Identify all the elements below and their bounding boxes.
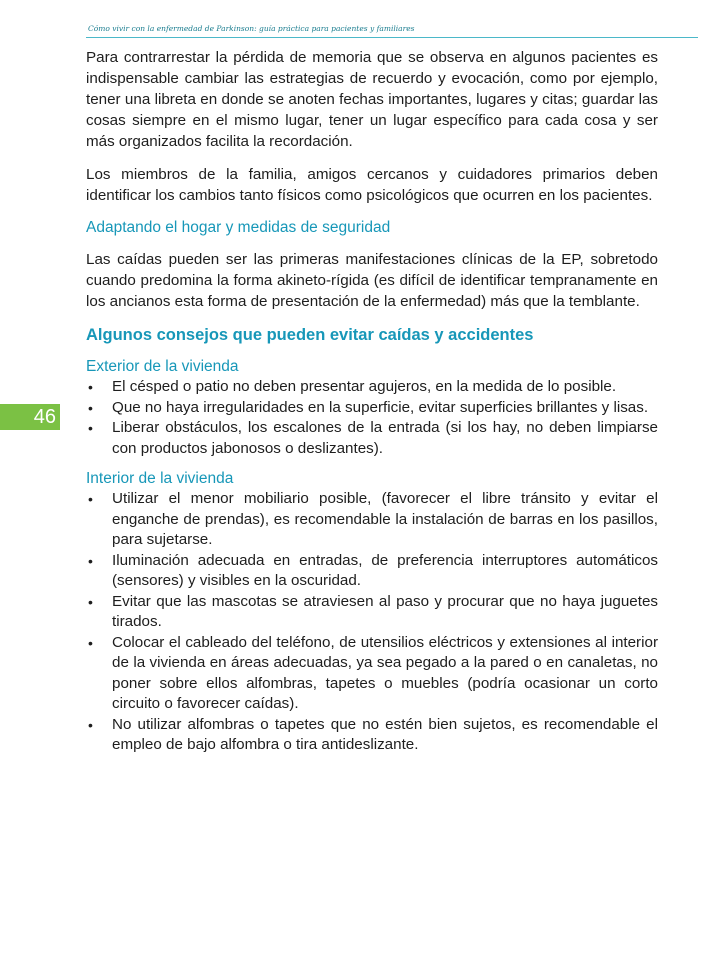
exterior-list [86, 377, 658, 459]
list-item-text: Que no haya irregularidades en la superficie, evitar superficies brillantes y lisas. [112, 398, 649, 416]
page-number: 46 [0, 404, 60, 430]
list-item-text: Utilizar el menor mobiliario posible, (favorecer el libre tránsito y evitar el enganche de prendas), es recomendable la instalación de barras en los pasillos, para sujetarse. [112, 490, 658, 548]
list-title-exterior: Exterior de la vivienda [86, 358, 239, 375]
list-item [86, 715, 658, 756]
bullet-icon: • [88, 634, 93, 651]
list-item-text: El césped o patio no deben presentar agujeros, en la medida de lo posible. [112, 378, 617, 395]
list-item-text: Colocar el cableado del teléfono, de utensilios eléctricos y extensiones al interior de la vivienda en áreas adecuadas, ya sea pegado a la pared o en canaletas, no poner sobre ellos alfombras, tapetes o muebles (podría ocasionar un corto circuito o favorecer caídas). [112, 633, 658, 712]
bullet-icon: • [88, 379, 93, 395]
bullet-icon: • [88, 552, 93, 569]
section-title-home: Adaptando el hogar y medidas de seguridad [86, 219, 391, 236]
list-item-text: No utilizar alfombras o tapetes que no estén bien sujetos, es recomendable el empleo de bajo alfombra o tira antideslizante. [112, 715, 658, 753]
running-header: Cómo vivir con la enfermedad de Parkinson: guía práctica para pacientes y familiares [88, 24, 415, 33]
list-item [86, 551, 658, 592]
interior-list [86, 489, 658, 756]
page-content [86, 47, 658, 766]
paragraph-family: Los miembros de la familia, amigos cercanos y cuidadores primarios deben identificar los cambios tanto físicos como psicológicos que ocurren en los pacientes. [86, 166, 658, 204]
list-item [86, 398, 658, 419]
bullet-icon: • [88, 491, 93, 507]
bullet-icon: • [88, 593, 93, 610]
list-title-interior: Interior de la vivienda [86, 470, 234, 487]
bullet-icon: • [88, 420, 93, 436]
paragraph-falls: Las caídas pueden ser las primeras manifestaciones clínicas de la EP, sobretodo cuando predomina la forma akineto-rígida (es difícil de identificar tempranamente en los ancianos esta forma de presentación de la enfermedad) más que la temblante. [86, 251, 658, 310]
list-item-text: Evitar que las mascotas se atraviesen al paso y procurar que no haya juguetes tirados. [112, 592, 658, 630]
header-divider [86, 37, 698, 38]
list-item-text: Liberar obstáculos, los escalones de la entrada (si los hay, no deben limpiarse con productos jabonosos o deslizantes). [112, 419, 658, 457]
bullet-icon: • [88, 716, 93, 733]
list-item-text: Iluminación adecuada en entradas, de preferencia interruptores automáticos (sensores) y visibles en la oscuridad. [112, 551, 658, 589]
paragraph-memory: Para contrarrestar la pérdida de memoria que se observa en algunos pacientes es indispensable cambiar las estrategias de recuerdo y evocación, como por ejemplo, tener una libreta en donde se anoten fechas importantes, lugares y citas; guardar las cosas siempre en el mismo lugar, tener un lugar específico para cada cosa y ser más organizados facilita la recordación. [86, 49, 658, 150]
section-title-tips: Algunos consejos que pueden evitar caídas y accidentes [86, 326, 534, 344]
list-item [86, 633, 658, 715]
bullet-icon: • [88, 399, 93, 416]
list-item [86, 592, 658, 633]
list-item [86, 377, 658, 398]
list-item [86, 418, 658, 459]
list-item [86, 489, 658, 551]
